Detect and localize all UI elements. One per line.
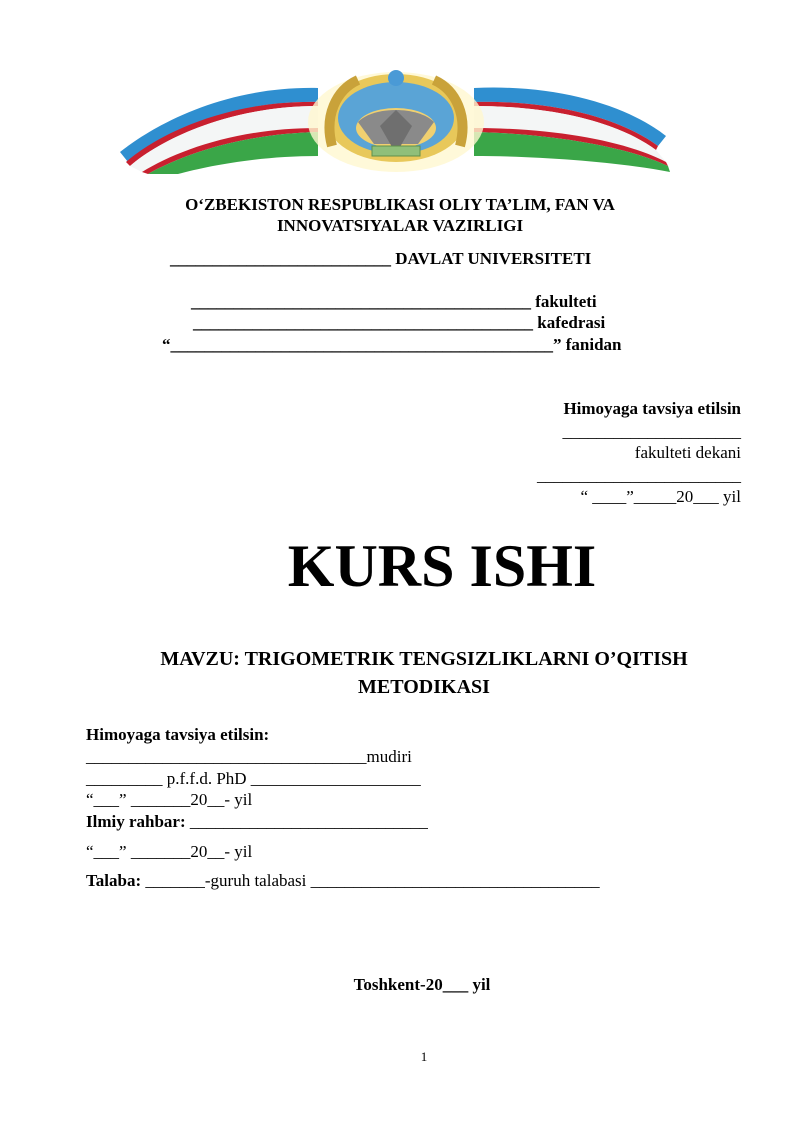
advisor-line (86, 812, 428, 832)
date-line-1: “___” _______20__- yil (86, 790, 253, 809)
student-line (86, 871, 600, 891)
ministry-line-2: INNOVATSIYALAR VAZIRLIGI (276, 216, 524, 235)
advisor-label: Ilmiy rahbar: (86, 812, 186, 831)
page-number: 1 (420, 1049, 428, 1064)
topic-line-1: MAVZU: TRIGOMETRIK TENGSIZLIKLARNI O’QITISH (160, 648, 688, 670)
student-blank: _______-guruh talabasi __________________________________ (141, 871, 600, 890)
document-title: KURS ISHI (287, 533, 597, 599)
degree-line: _________ p.f.f.d. PhD ____________________ (86, 769, 421, 788)
university-line: __________________________ DAVLAT UNIVERSITETI (170, 249, 592, 268)
department-line: ________________________________________ kafedrasi (193, 313, 606, 332)
coat-of-arms (308, 70, 484, 172)
approval-signature-line: _____________________ (562, 422, 741, 441)
subject-line: “_____________________________________________” fanidan (162, 335, 622, 354)
advisor-blank: ____________________________ (185, 812, 428, 831)
student-label: Talaba: (86, 871, 142, 890)
faculty-line: ________________________________________ fakulteti (191, 292, 597, 311)
city-year: Toshkent-20___ yil (353, 975, 491, 994)
topic-line-2: METODIKASI (358, 676, 490, 698)
approval-date: “ ____”_____20___ yil (580, 487, 741, 506)
ministry-line-1: O‘ZBEKISTON RESPUBLIKASI OLIY TA’LIM, FAN VA (185, 195, 615, 214)
dean-name-line: ________________________ (537, 466, 741, 485)
left-flag (120, 88, 318, 174)
dean-label: fakulteti dekani (634, 443, 741, 462)
approval-title: Himoyaga tavsiya etilsin (563, 399, 741, 418)
date-line-2: “___” _______20__- yil (86, 842, 253, 861)
right-flag (474, 88, 670, 172)
defense-label: Himoyaga tavsiya etilsin: (86, 725, 270, 744)
state-emblem-banner (118, 66, 674, 174)
department-head-line: _________________________________mudiri (86, 747, 412, 766)
